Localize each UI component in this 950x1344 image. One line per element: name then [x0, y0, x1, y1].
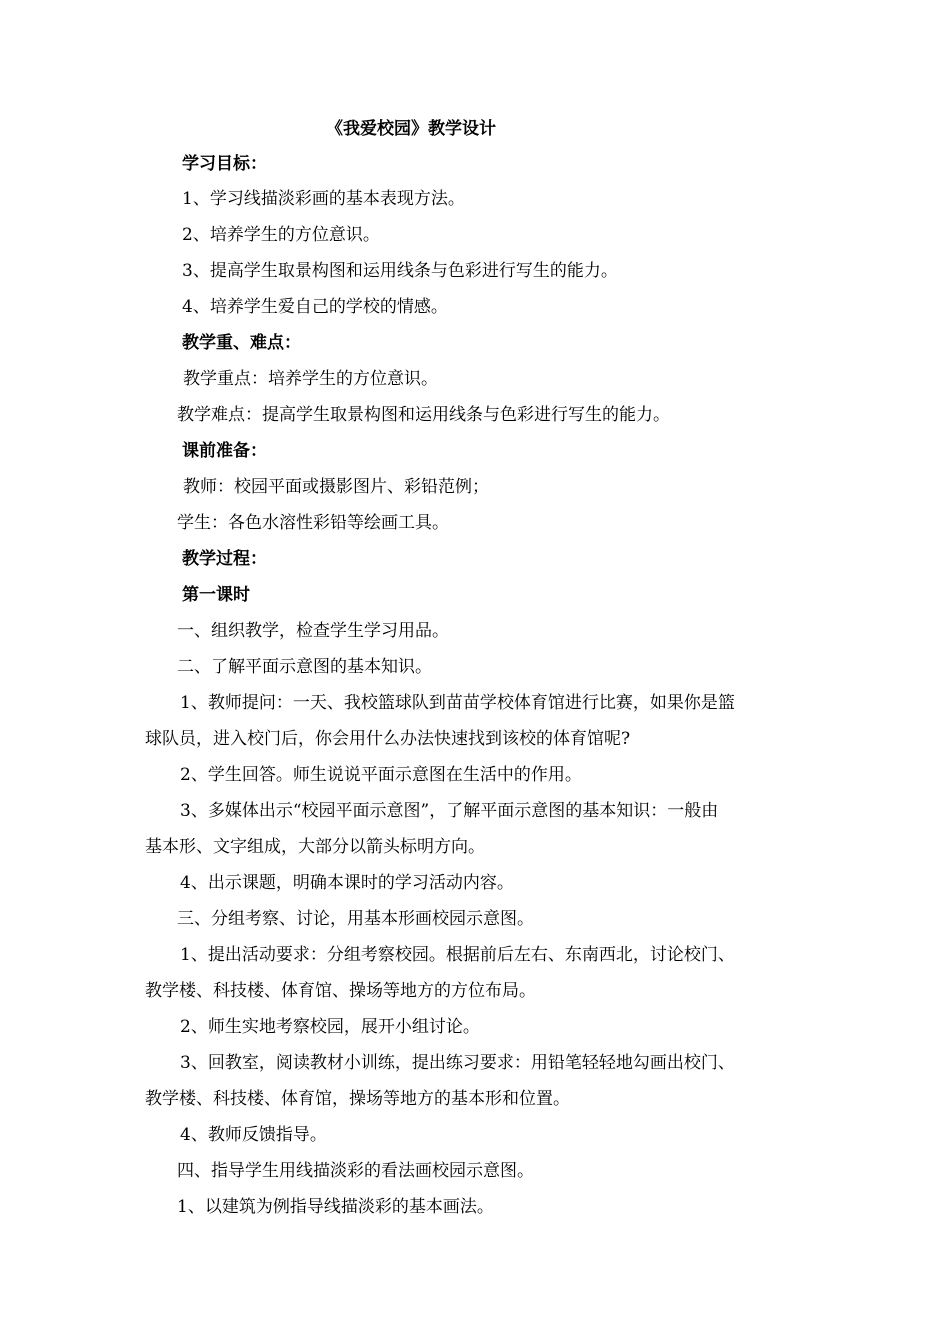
preparation-heading: 课前准备：: [182, 441, 267, 461]
process-line: 4、教师反馈指导。: [180, 1125, 327, 1145]
process-line: 4、出示课题，明确本课时的学习活动内容。: [180, 873, 514, 893]
objective-item: 4、培养学生爱自己的学校的情感。: [182, 297, 448, 317]
process-line: 2、学生回答。师生说说平面示意图在生活中的作用。: [180, 765, 582, 785]
key-point-difficulty: 教学难点：提高学生取景构图和运用线条与色彩进行写生的能力。: [177, 405, 670, 425]
process-line: 一、组织教学，检查学生学习用品。: [177, 621, 449, 641]
objective-item: 1、学习线描淡彩画的基本表现方法。: [182, 189, 465, 209]
document-title: 《我爱校园》教学设计: [326, 119, 496, 139]
lesson-heading: 第一课时: [182, 585, 250, 605]
key-point-focus: 教学重点：培养学生的方位意识。: [183, 369, 438, 389]
process-line: 1、以建筑为例指导线描淡彩的基本画法。: [177, 1197, 494, 1217]
process-line: 三、分组考察、讨论，用基本形画校园示意图。: [177, 909, 534, 929]
objective-item: 2、培养学生的方位意识。: [182, 225, 380, 245]
process-line: 教学楼、科技楼、体育馆、操场等地方的方位布局。: [145, 981, 536, 1001]
process-line: 3、回教室，阅读教材小训练，提出练习要求：用铅笔轻轻地勾画出校门、: [180, 1053, 735, 1073]
objective-item: 3、提高学生取景构图和运用线条与色彩进行写生的能力。: [182, 261, 618, 281]
process-line: 四、指导学生用线描淡彩的看法画校园示意图。: [177, 1161, 534, 1181]
key-points-heading: 教学重、难点：: [182, 333, 301, 353]
process-line: 球队员，进入校门后，你会用什么办法快速找到该校的体育馆呢?: [145, 729, 631, 749]
objectives-heading: 学习目标：: [182, 154, 267, 174]
process-line: 1、提出活动要求：分组考察校园。根据前后左右、东南西北，讨论校门、: [180, 945, 735, 965]
process-line: 基本形、文字组成，大部分以箭头标明方向。: [145, 837, 485, 857]
process-line: 二、了解平面示意图的基本知识。: [177, 657, 432, 677]
process-line: 2、师生实地考察校园，展开小组讨论。: [180, 1017, 480, 1037]
preparation-student: 学生：各色水溶性彩铅等绘画工具。: [177, 513, 449, 533]
process-line: 教学楼、科技楼、体育馆，操场等地方的基本形和位置。: [145, 1089, 570, 1109]
process-line: 1、教师提问：一天、我校篮球队到苗苗学校体育馆进行比赛，如果你是篮: [180, 693, 735, 713]
process-line: 3、多媒体出示“校园平面示意图”，了解平面示意图的基本知识：一般由: [180, 801, 719, 821]
process-heading: 教学过程：: [182, 549, 267, 569]
preparation-teacher: 教师：校园平面或摄影图片、彩铅范例；: [183, 477, 489, 497]
